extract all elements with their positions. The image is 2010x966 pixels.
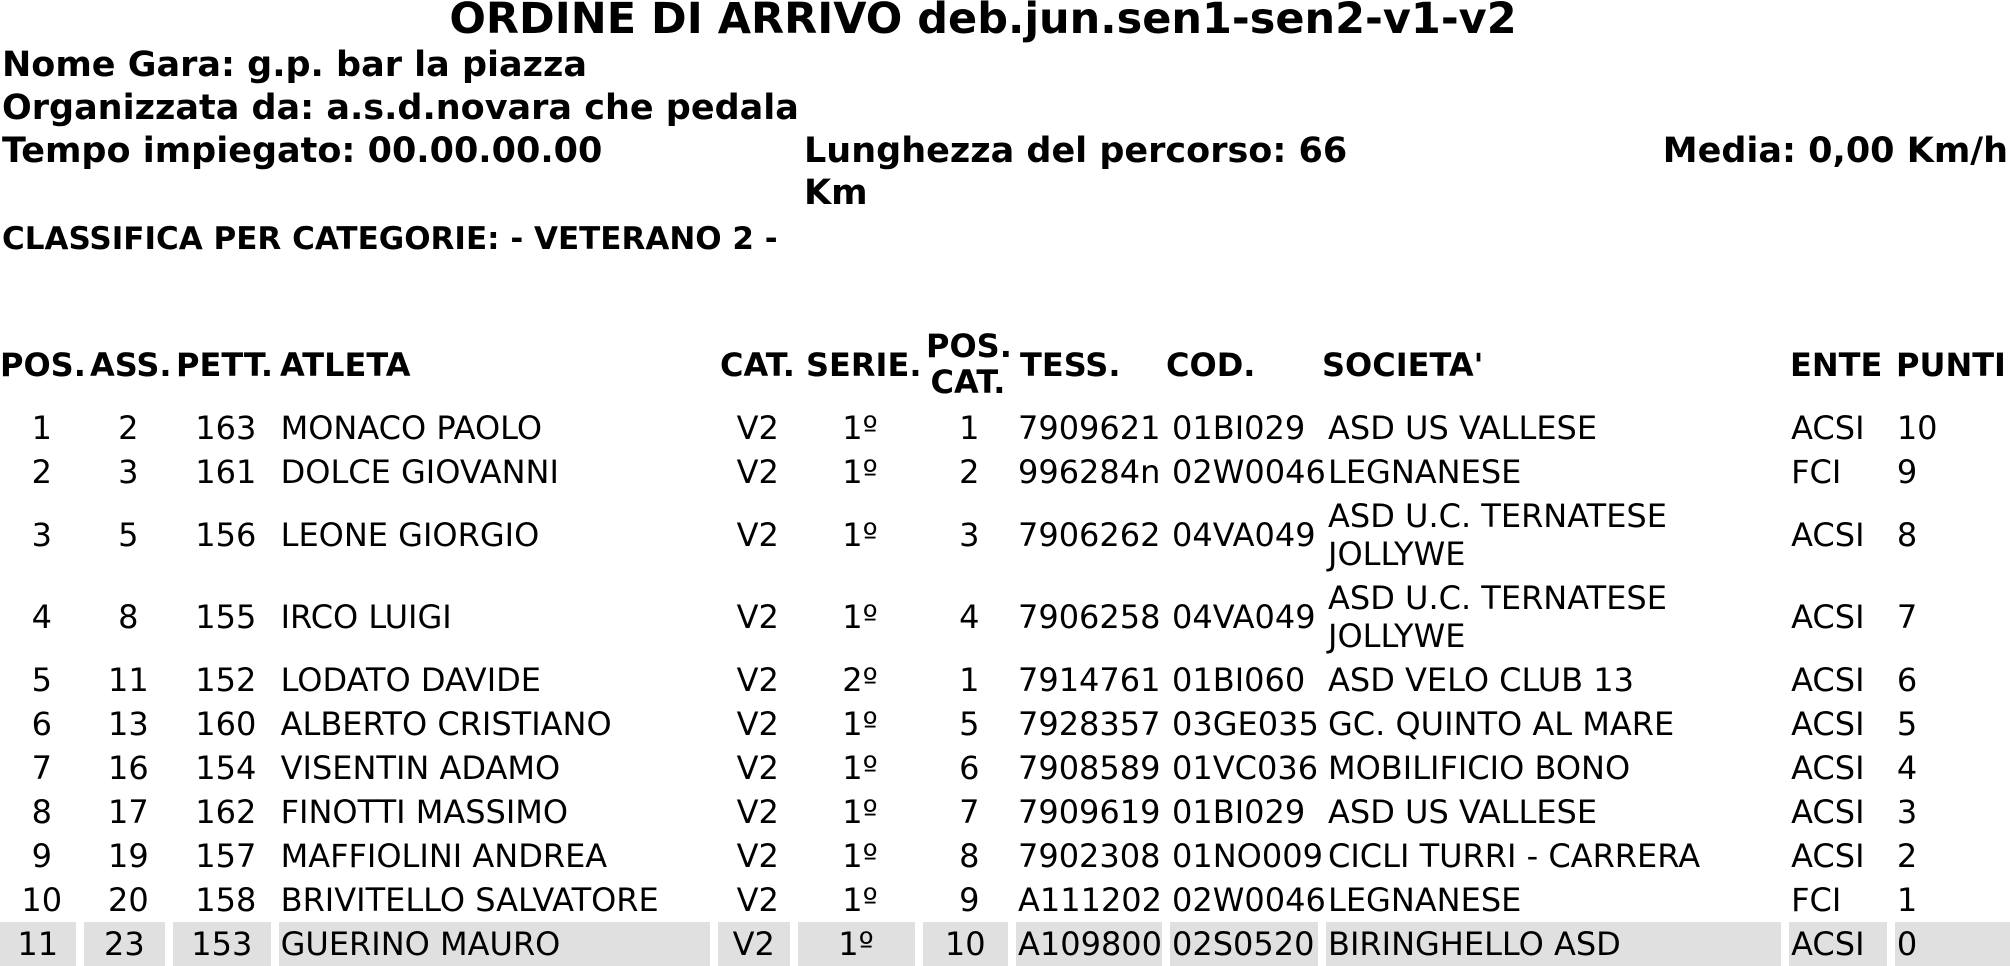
cell-atleta: MAFFIOLINI ANDREA (280, 837, 608, 875)
cell-tess: 7909621 (1017, 409, 1161, 447)
cell-tess: 996284n (1017, 453, 1161, 491)
cell-ente: ACSI (1791, 705, 1865, 743)
cell-societa: ASD US VALLESE (1328, 409, 1598, 447)
cell-punti: 0 (1895, 922, 2010, 966)
header-pos: POS. (0, 346, 86, 384)
cell-pos: 11 (0, 922, 84, 966)
cell-serie: 1º (842, 409, 878, 447)
cell-ente: ACSI (1791, 598, 1865, 636)
cell-ente: ACSI (1789, 922, 1895, 966)
cell-pos: 4 (31, 598, 52, 636)
cell-cat: V2 (736, 598, 779, 636)
cell-ass: 23 (84, 922, 174, 966)
cell-pett: 158 (195, 881, 257, 919)
cell-atleta: IRCO LUIGI (280, 598, 452, 636)
cell-cod: 01BI029 (1172, 793, 1306, 831)
cell-cat: V2 (736, 749, 779, 787)
cell-ente: FCI (1791, 453, 1842, 491)
cell-serie: 1º (842, 705, 878, 743)
cell-pos: 3 (31, 516, 52, 554)
cell-pos: 7 (31, 749, 52, 787)
cell-cat: V2 (736, 881, 779, 919)
cell-cod: 02W0046 (1172, 453, 1326, 491)
cell-ass: 8 (118, 598, 139, 636)
header-ente: ENTE (1790, 346, 1883, 384)
cell-cod: 01VC036 (1172, 749, 1319, 787)
cell-cat: V2 (736, 516, 779, 554)
cell-atleta: MONACO PAOLO (280, 409, 543, 447)
header-pos-cat: POS. CAT. (926, 327, 1012, 401)
cell-cod: 02S0520 (1170, 922, 1326, 966)
cell-serie: 1º (842, 881, 878, 919)
cell-cod: 04VA049 (1172, 516, 1316, 554)
cell-cat: V2 (736, 837, 779, 875)
cell-punti: 6 (1896, 661, 1918, 699)
cell-punti: 5 (1896, 705, 1918, 743)
cell-tess: 7906262 (1017, 516, 1161, 554)
cell-punti: 8 (1896, 516, 1918, 554)
organized-by: Organizzata da: a.s.d.novara che pedala (2, 88, 799, 128)
cell-atleta: GUERINO MAURO (279, 922, 718, 966)
cell-atleta: BRIVITELLO SALVATORE (280, 881, 659, 919)
cell-societa: ASD U.C. TERNATESE JOLLYWE (1328, 579, 1667, 655)
cell-cod: 04VA049 (1172, 598, 1316, 636)
cell-cat: V2 (718, 922, 798, 966)
table-row (0, 746, 2010, 790)
cell-tess: 7909619 (1017, 793, 1161, 831)
cell-pett: 154 (195, 749, 257, 787)
table-row (0, 494, 2010, 576)
cell-societa: ASD US VALLESE (1328, 793, 1598, 831)
cell-societa: ASD U.C. TERNATESE JOLLYWE (1328, 497, 1667, 573)
cell-ente: FCI (1791, 881, 1842, 919)
cell-ass: 20 (107, 881, 149, 919)
cell-cat: V2 (736, 453, 779, 491)
cell-pett: 160 (195, 705, 257, 743)
cell-cod: 01BI060 (1172, 661, 1306, 699)
cell-tess: 7908589 (1017, 749, 1161, 787)
cell-cat: V2 (736, 705, 779, 743)
cell-atleta: FINOTTI MASSIMO (280, 793, 569, 831)
header-ass: ASS. (90, 346, 172, 384)
cell-pos-cat: 1 (959, 661, 980, 699)
cell-pos-cat: 1 (959, 409, 980, 447)
header-punti: PUNTI (1896, 346, 2006, 384)
cell-ass: 17 (107, 793, 149, 831)
cell-societa: ASD VELO CLUB 13 (1328, 661, 1635, 699)
cell-ente: ACSI (1791, 837, 1865, 875)
cell-ente: ACSI (1791, 516, 1865, 554)
cell-pos-cat: 2 (959, 453, 980, 491)
cell-ass: 19 (107, 837, 149, 875)
table-row (0, 658, 2010, 702)
cell-tess: 7928357 (1017, 705, 1161, 743)
cell-tess: A109800 (1016, 922, 1170, 966)
cell-atleta: VISENTIN ADAMO (280, 749, 561, 787)
cell-serie: 1º (842, 453, 878, 491)
cell-pos-cat: 7 (959, 793, 980, 831)
table-row (0, 450, 2010, 494)
cell-cod: 02W0046 (1172, 881, 1326, 919)
cell-serie: 1º (842, 793, 878, 831)
table-row (0, 406, 2010, 450)
cell-pett: 152 (195, 661, 257, 699)
cell-ass: 3 (118, 453, 139, 491)
header-atleta: ATLETA (280, 346, 411, 384)
cell-pos: 9 (31, 837, 52, 875)
cell-cat: V2 (736, 409, 779, 447)
cell-societa: MOBILIFICIO BONO (1328, 749, 1631, 787)
cell-serie: 1º (842, 516, 878, 554)
header-cat: CAT. (720, 346, 795, 384)
cell-punti: 10 (1896, 409, 1938, 447)
table-row (0, 922, 2010, 966)
page-title: ORDINE DI ARRIVO deb.jun.sen1-sen2-v1-v2 (449, 0, 1517, 44)
cell-cod: 01BI029 (1172, 409, 1306, 447)
cell-ass: 13 (107, 705, 149, 743)
cell-pett: 157 (195, 837, 257, 875)
cell-ente: ACSI (1791, 409, 1865, 447)
cell-pos: 5 (31, 661, 52, 699)
table-row (0, 878, 2010, 922)
cell-ente: ACSI (1791, 749, 1865, 787)
cell-punti: 7 (1896, 598, 1918, 636)
cell-pett: 153 (173, 922, 279, 966)
header-pett: PETT. (176, 346, 273, 384)
cell-pos-cat: 4 (959, 598, 980, 636)
cell-cat: V2 (736, 793, 779, 831)
table-row (0, 834, 2010, 878)
cell-pos: 2 (31, 453, 52, 491)
cell-pett: 156 (195, 516, 257, 554)
cell-ass: 16 (107, 749, 149, 787)
cell-tess: 7906258 (1017, 598, 1161, 636)
cell-pos-cat: 9 (959, 881, 980, 919)
cell-atleta: LEONE GIORGIO (280, 516, 540, 554)
cell-pos-cat: 5 (959, 705, 980, 743)
cell-societa: LEGNANESE (1328, 453, 1522, 491)
header-societa: SOCIETA' (1322, 346, 1484, 384)
cell-pos-cat: 3 (959, 516, 980, 554)
cell-atleta: DOLCE GIOVANNI (280, 453, 559, 491)
cell-pos: 10 (21, 881, 63, 919)
cell-ente: ACSI (1791, 793, 1865, 831)
cell-pos-cat: 10 (923, 922, 1016, 966)
cell-atleta: LODATO DAVIDE (280, 661, 541, 699)
table-row (0, 790, 2010, 834)
cell-ente: ACSI (1791, 661, 1865, 699)
results-table (0, 406, 2010, 966)
header-cod: COD. (1166, 346, 1256, 384)
cell-pett: 162 (195, 793, 257, 831)
cell-punti: 2 (1896, 837, 1918, 875)
cell-cod: 01NO009 (1172, 837, 1323, 875)
cell-tess: 7902308 (1017, 837, 1161, 875)
average-speed: Media: 0,00 Km/h (1662, 131, 2008, 171)
cell-serie: 1º (842, 749, 878, 787)
cell-pos: 6 (31, 705, 52, 743)
cell-ass: 2 (118, 409, 139, 447)
cell-societa: LEGNANESE (1328, 881, 1522, 919)
cell-pos: 8 (31, 793, 52, 831)
cell-punti: 9 (1896, 453, 1918, 491)
cell-serie: 1º (798, 922, 923, 966)
header-serie: SERIE. (806, 346, 922, 384)
route-length: Lunghezza del percorso: 66 Km (804, 131, 1348, 213)
cell-pos-cat: 6 (959, 749, 980, 787)
cell-pett: 155 (195, 598, 257, 636)
table-row (0, 702, 2010, 746)
cell-tess: A111202 (1017, 881, 1163, 919)
cell-societa: GC. QUINTO AL MARE (1328, 705, 1675, 743)
race-name: Nome Gara: g.p. bar la piazza (2, 45, 587, 85)
cell-pos: 1 (31, 409, 52, 447)
cell-cod: 03GE035 (1172, 705, 1319, 743)
cell-ass: 5 (118, 516, 139, 554)
cell-punti: 3 (1896, 793, 1918, 831)
header-tess: TESS. (1020, 346, 1121, 384)
cell-pett: 163 (195, 409, 257, 447)
cell-punti: 1 (1896, 881, 1918, 919)
cell-serie: 1º (842, 837, 878, 875)
cell-serie: 1º (842, 598, 878, 636)
category-title: CLASSIFICA PER CATEGORIE: - VETERANO 2 - (2, 221, 778, 257)
cell-pos-cat: 8 (959, 837, 980, 875)
cell-cat: V2 (736, 661, 779, 699)
cell-serie: 2º (842, 661, 878, 699)
cell-pett: 161 (195, 453, 257, 491)
cell-tess: 7914761 (1017, 661, 1161, 699)
cell-societa: CICLI TURRI - CARRERA (1328, 837, 1701, 875)
cell-atleta: ALBERTO CRISTIANO (280, 705, 612, 743)
table-row (0, 576, 2010, 658)
cell-societa: BIRINGHELLO ASD (1326, 922, 1789, 966)
cell-punti: 4 (1896, 749, 1918, 787)
time-used: Tempo impiegato: 00.00.00.00 (2, 131, 603, 171)
cell-ass: 11 (107, 661, 149, 699)
